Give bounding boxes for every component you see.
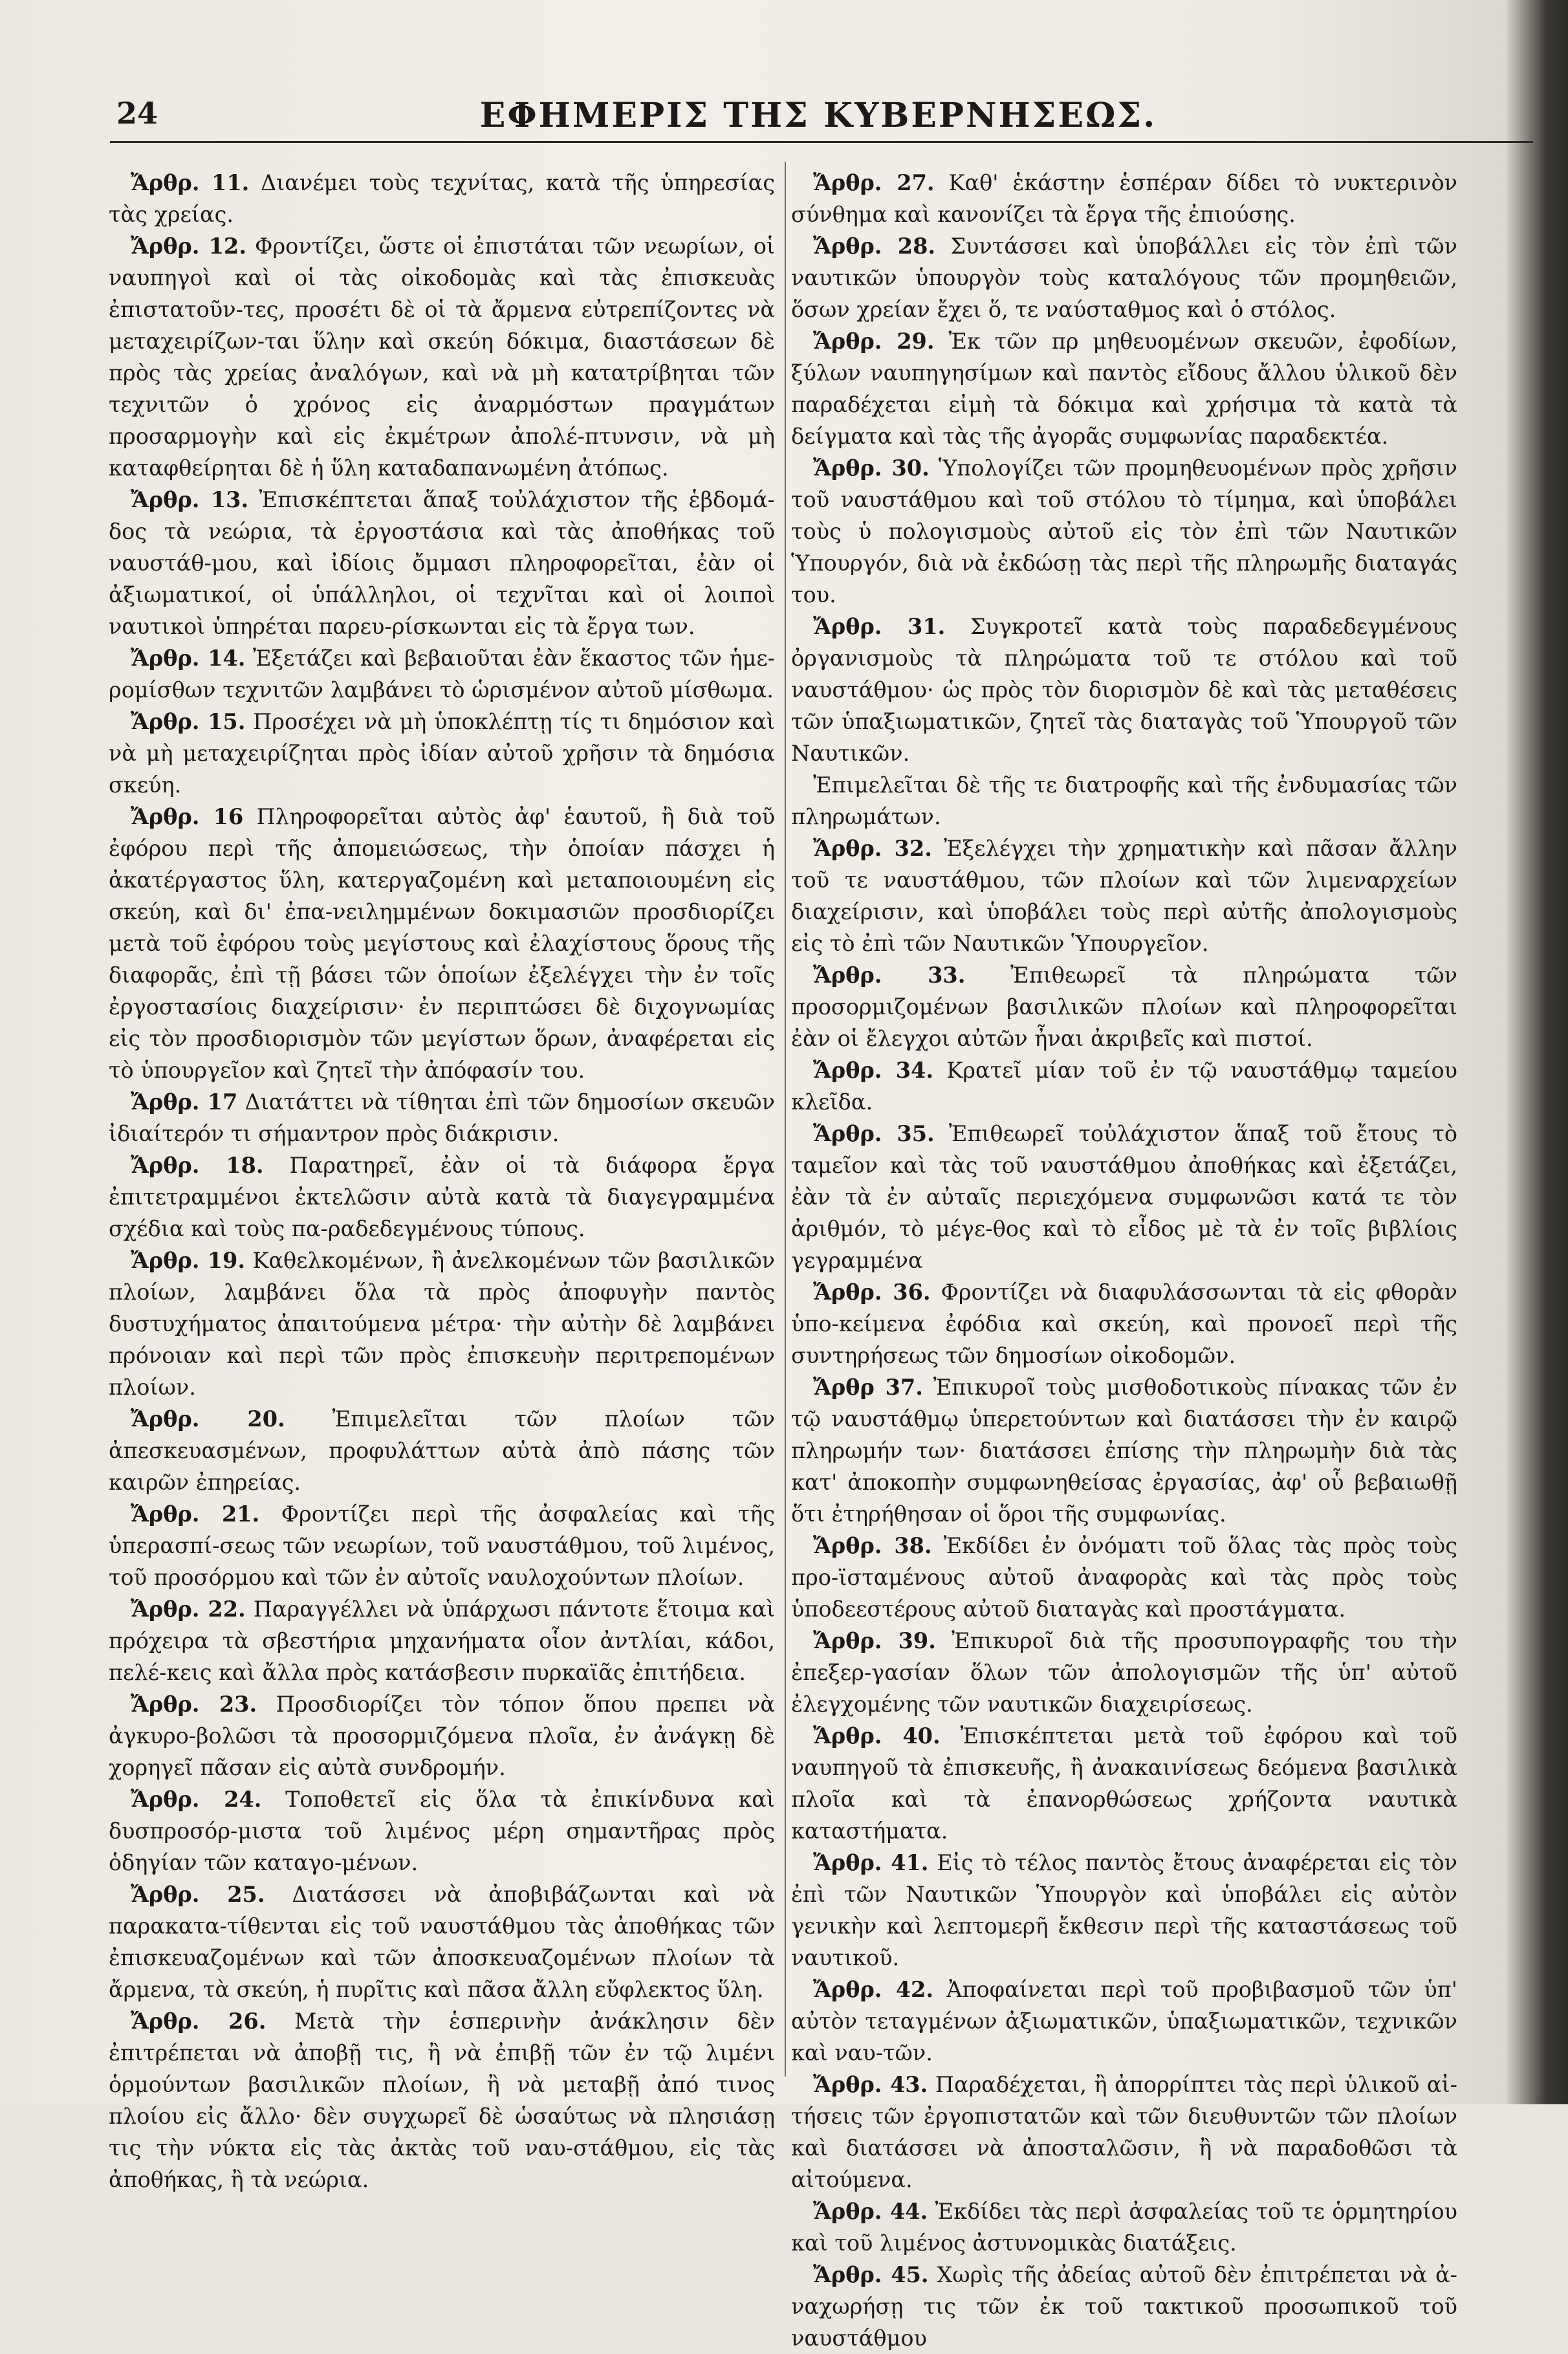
article-number: Ἄρθρ. 17 bbox=[131, 1089, 238, 1115]
article-number: Ἄρθρ. 33. bbox=[813, 963, 966, 988]
article-text: Ἐπιθεωρεῖ τοὐλάχιστον ἅπαξ τοῦ ἔτους τὸ ταμεῖον καὶ τὰς τοῦ ναυστάθμου ἀποθήκας καὶ ἐξετάζει, ἐὰν τὰ ἐν αὐταῖς περιεχόμενα συμφωνῶσι κατά τε τὸν ἀριθμόν, τὸ μέγε-θος καὶ τὸ εἶδος μὲ τὰ ἐν τοῖς βιβλίοις γεγραμμένα bbox=[791, 1121, 1457, 1273]
article-number: Ἄρθρ. 38. bbox=[813, 1533, 932, 1558]
article-number: Ἄρθρ. 23. bbox=[131, 1692, 257, 1717]
article-number: Ἄρθρ. 35. bbox=[813, 1121, 935, 1146]
article-number: Ἄρθρ. 25. bbox=[131, 1882, 265, 1907]
article-text: Χωρὶς τῆς ἀδείας αὐτοῦ δὲν ἐπιτρέπεται νὰ ἀ-ναχωρήσῃ τις τῶν ἐκ τοῦ τακτικοῦ προσωπικοῦ τοῦ ναυστάθμου bbox=[791, 2262, 1457, 2351]
article-paragraph bbox=[109, 1879, 775, 2005]
article-paragraph bbox=[109, 1783, 775, 1879]
article-text: Ἀποφαίνεται περὶ τοῦ προβιβασμοῦ τῶν ὑπ' αὐτὸν τεταγμένων ἀξιωματικῶν, ὑπαξιωματικῶν, τεχνικῶν καὶ ναυ-τῶν. bbox=[791, 1977, 1457, 2065]
article-text: Τοποθετεῖ εἰς ὅλα τὰ ἐπικίνδυνα καὶ δυσπροσόρ-μιστα τοῦ λιμένος μέρη σημαντῆρας πρὸς ὁδηγίαν τῶν καταγο-μένων. bbox=[109, 1787, 775, 1875]
article-paragraph bbox=[791, 167, 1457, 230]
article-number: Ἄρθρ. 14. bbox=[131, 646, 246, 671]
article-number: Ἄρθρ. 15. bbox=[131, 709, 246, 734]
article-text: Φροντίζει, ὥστε οἱ ἐπιστάται τῶν νεωρίων, οἱ ναυπηγοὶ καὶ οἱ τὰς οἰκοδομὰς καὶ τὰς ἐπισκευὰς ἐπιστατοῦν-τες, προσέτι δὲ οἱ τὰ ἄρμενα εὐτρεπίζοντες νὰ μεταχειρίζων-ται ὕλην καὶ σκεύη δόκιμα, διαστάσεων δὲ πρὸς τὰς χρείας ἀναλόγων, καὶ νὰ μὴ κατατρίβηται τῶν τεχνιτῶν ὁ χρόνος εἰς ἀναρμόστων πραγμάτων προσαρμογὴν καὶ εἰς ἐκμέτρων ἀπολέ-πτυνσιν, νὰ μὴ καταφθείρηται δὲ ἡ ὕλη καταδαπανωμένη ἀτόπως. bbox=[109, 234, 775, 481]
article-text: Προσδιορίζει τὸν τόπον ὅπου πρεπει νὰ ἀγκυρο-βολῶσι τὰ προσορμιζόμενα πλοῖα, ἐν ἀνάγκῃ δὲ χορηγεῖ πᾶσαν εἰς αὐτὰ συνδρομήν. bbox=[109, 1692, 775, 1780]
article-text: Προσέχει νὰ μὴ ὑποκλέπτῃ τίς τι δημόσιον καὶ νὰ μὴ μεταχειρίζηται πρὸς ἰδίαν αὐτοῦ χρῆσιν τὰ δημόσια σκεύη. bbox=[109, 709, 775, 798]
article-text: Εἰς τὸ τέλος παντὸς ἔτους ἀναφέρεται εἰς τὸν ἐπὶ τῶν Ναυτικῶν Ὑπουργὸν καὶ ὑποβάλει εἰς αὐτὸν γενικὴν καὶ λεπτομερῆ ἔκθεσιν περὶ τῆς καταστάσεως τοῦ ναυτικοῦ. bbox=[791, 1850, 1457, 1970]
article-number: Ἄρθρ. 18. bbox=[131, 1153, 264, 1178]
article-paragraph bbox=[791, 1054, 1457, 1118]
article-number: Ἄρθρ 37. bbox=[813, 1375, 923, 1400]
article-text: Κρατεῖ μίαν τοῦ ἐν τῷ ναυστάθμῳ ταμείου κλεῖδα. bbox=[791, 1058, 1457, 1115]
article-number: Ἄρθρ. 21. bbox=[131, 1501, 260, 1527]
article-paragraph bbox=[791, 1371, 1457, 1530]
article-text: Συγκροτεῖ κατὰ τοὺς παραδεδεγμένους ὀργανισμοὺς τὰ πληρώματα τοῦ τε στόλου καὶ τοῦ ναυστάθμου· ὡς πρὸς τὸν διορισμὸν δὲ καὶ τὰς μεταθέσεις τῶν ὑπαξιωματικῶν, ζητεῖ τὰς διαταγὰς τοῦ Ὑπουργοῦ τῶν Ναυτικῶν. bbox=[791, 614, 1457, 766]
article-number: Ἄρθρ. 19. bbox=[131, 1248, 246, 1273]
article-paragraph bbox=[109, 1593, 775, 1688]
article-number: Ἄρθρ. 28. bbox=[813, 234, 936, 259]
article-number: Ἄρθρ. 16 bbox=[131, 804, 244, 829]
article-paragraph bbox=[109, 1086, 775, 1150]
article-text: Φροντίζει περὶ τῆς ἀσφαλείας καὶ τῆς ὑπερασπί-σεως τῶν νεωρίων, τοῦ ναυστάθμου, τοῦ λιμένος, τοῦ προσόρμου καὶ τῶν ἐν αὐτοῖς ναυλοχούντων πλοίων. bbox=[109, 1501, 775, 1590]
article-paragraph bbox=[109, 484, 775, 642]
article-paragraph bbox=[791, 1276, 1457, 1371]
article-number: Ἄρθρ. 45. bbox=[813, 2262, 929, 2287]
article-number: Ἄρθρ. 22. bbox=[131, 1597, 246, 1622]
article-paragraph bbox=[791, 1974, 1457, 2069]
article-paragraph bbox=[109, 801, 775, 1086]
article-paragraph bbox=[791, 1625, 1457, 1720]
article-text: Μετὰ τὴν ἑσπερινὴν ἀνάκλησιν δὲν ἐπιτρέπεται νὰ ἀποβῇ τις, ἢ νὰ ἐπιβῇ τῶν ἐν τῷ λιμένι ὁρμούντων βασιλικῶν πλοίων, ἢ νὰ μεταβῇ ἀπό τινος πλοίου εἰς ἄλλο· δὲν συγχωρεῖ δὲ ὡσαύτως νὰ πλησιάσῃ τις τὴν νύκτα εἰς τὰς ἀκτὰς τοῦ ναυ-στάθμου, εἰς τὰς ἀποθήκας, ἢ τὰ νεώρια. bbox=[109, 2009, 775, 2192]
article-number: Ἄρθρ. 24. bbox=[131, 1787, 262, 1812]
article-paragraph bbox=[791, 2069, 1457, 2196]
article-paragraph bbox=[791, 1720, 1457, 1847]
article-text: Διανέμει τοὺς τεχνίτας, κατὰ τῆς ὑπηρεσίας τὰς χρείας. bbox=[109, 170, 775, 227]
article-text: Ἐκδίδει τὰς περὶ ἀσφαλείας τοῦ τε ὁρμητηρίου καὶ τοῦ λιμένος ἀστυνομικὰς διατάξεις. bbox=[791, 2199, 1457, 2256]
article-paragraph bbox=[109, 230, 775, 484]
journal-title: ΕΦΗΜΕΡΙΣ ΤΗΣ ΚΥΒΕΡΝΗΣΕΩΣ. bbox=[479, 96, 1157, 135]
article-paragraph bbox=[109, 1245, 775, 1403]
article-paragraph bbox=[791, 1118, 1457, 1276]
article-paragraph bbox=[791, 230, 1457, 325]
article-number: Ἄρθρ. 29. bbox=[813, 329, 935, 354]
article-number: Ἄρθρ. 36. bbox=[813, 1280, 931, 1305]
article-number: Ἄρθρ. 12. bbox=[131, 234, 246, 259]
article-text: Ἐπιμελεῖται δὲ τῆς τε διατροφῆς καὶ τῆς ἐνδυμασίας τῶν πληρωμάτων. bbox=[791, 772, 1457, 829]
article-number: Ἄρθρ. 42. bbox=[813, 1977, 934, 2002]
article-paragraph bbox=[109, 1403, 775, 1498]
article-number: Ἄρθρ. 20. bbox=[131, 1406, 285, 1432]
article-paragraph bbox=[791, 959, 1457, 1054]
article-paragraph bbox=[791, 1530, 1457, 1625]
article-paragraph bbox=[109, 706, 775, 801]
article-number: Ἄρθρ. 11. bbox=[131, 170, 250, 195]
article-number: Ἄρθρ. 34. bbox=[813, 1058, 933, 1083]
article-paragraph bbox=[109, 1150, 775, 1245]
article-text: Ἐκδίδει ἐν ὀνόματι τοῦ ὅλας τὰς πρὸς τοὺς προ-ϊσταμένους αὐτοῦ ἀναφορὰς καὶ τὰς πρὸς τοὺς ὑποδεεστέρους αὐτοῦ διαταγὰς καὶ προστάγματα. bbox=[791, 1533, 1457, 1622]
article-paragraph bbox=[109, 2005, 775, 2196]
article-paragraph bbox=[791, 769, 1457, 833]
column-divider bbox=[785, 162, 786, 2076]
article-paragraph bbox=[109, 642, 775, 706]
article-number: Ἄρθρ. 39. bbox=[813, 1628, 936, 1653]
article-paragraph bbox=[109, 1688, 775, 1783]
article-text: Διατάσσει νὰ ἀποβιβάζωνται καὶ νὰ παρακατα-τίθενται εἰς τοῦ ναυστάθμου τὰς ἀποθήκας τῶν ἐπισκευαζομένων καὶ τῶν ἀποσκευαζομένων πλοίων τὰ ἄρμενα, τὰ σκεύη, ἡ πυρῖτις καὶ πᾶσα ἄλλη εὔφλεκτος ὕλη. bbox=[109, 1882, 775, 2002]
article-number: Ἄρθρ. 32. bbox=[813, 836, 932, 861]
article-text: Ἐπισκέπτεται μετὰ τοῦ ἐφόρου καὶ τοῦ ναυπηγοῦ τὰ ἐπισκευῆς, ἢ ἀνακαινίσεως δεόμενα βασιλικὰ πλοῖα καὶ τὰ ἐπανορθώσεως χρήζοντα ναυτικὰ καταστήματα. bbox=[791, 1723, 1457, 1844]
article-number: Ἄρθρ. 26. bbox=[131, 2009, 267, 2034]
article-number: Ἄρθρ. 44. bbox=[813, 2199, 928, 2224]
article-paragraph bbox=[791, 2196, 1457, 2259]
article-text: Συντάσσει καὶ ὑποβάλλει εἰς τὸν ἐπὶ τῶν ναυτικῶν ὑπουργὸν τοὺς καταλόγους τῶν προμηθειῶν, ὅσων χρείαν ἔχει ὅ, τε ναύσταθμος καὶ ὁ στόλος. bbox=[791, 234, 1457, 322]
article-text: Ἐπισκέπτεται ἅπαξ τοὐλάχιστον τῆς ἑβδομά-δος τὰ νεώρια, τὰ ἐργοστάσια καὶ τὰς ἀποθήκας τοῦ ναυστάθ-μου, καὶ ἰδίοις ὄμμασι πληροφορεῖται, ἐὰν οἱ ἀξιωματικοί, οἱ ὑπάλληλοι, οἱ τεχνῖται καὶ οἱ λοιποὶ ναυτικοὶ ὑπηρέται παρευ-ρίσκωνται εἰς τὰ ἔργα των. bbox=[109, 487, 775, 639]
article-text: Ἐξελέγχει τὴν χρηματικὴν καὶ πᾶσαν ἄλλην τοῦ τε ναυστάθμου, τῶν πλοίων καὶ τῶν λιμεναρχείων διαχείρισιν, καὶ ὑποβάλει τοὺς περὶ αὐτῆς ἀπολογισμοὺς εἰς τὸ ἐπὶ τῶν Ναυτικῶν Ὑπουργεῖον. bbox=[791, 836, 1457, 956]
article-number: Ἄρθρ. 27. bbox=[813, 170, 935, 195]
page-number: 24 bbox=[116, 96, 158, 131]
article-text: Ὑπολογίζει τῶν προμηθευομένων πρὸς χρῆσιν τοῦ ναυστάθμου καὶ τοῦ στόλου τὸ τίμημα, καὶ ὑποβάλει τοὺς ὑ πολογισμοὺς αὐτοῦ εἰς τὸν ἐπὶ τῶν Ναυτικῶν Ὑπουργόν, διὰ νὰ ἐκδώσῃ τὰς περὶ τῆς πληρωμῆς διαταγάς του. bbox=[791, 455, 1457, 607]
article-number: Ἄρθρ. 31. bbox=[813, 614, 946, 639]
article-text: Καθελκομένων, ἢ ἀνελκομένων τῶν βασιλικῶν πλοίων, λαμβάνει ὅλα τὰ πρὸς ἀποφυγὴν παντὸς δυστυχήματος ἀπαιτούμενα μέτρα· τὴν αὐτὴν δὲ λαμβάνει πρόνοιαν καὶ περὶ τῶν πρὸς ἐπισκευὴν περιτρεπομένων πλοίων. bbox=[109, 1248, 775, 1400]
article-text: Πληροφορεῖται αὐτὸς ἀφ' ἑαυτοῦ, ἢ διὰ τοῦ ἐφόρου περὶ τῆς ἀπομειώσεως, τὴν ὁποίαν πάσχει ἡ ἀκατέργαστος ὕλη, κατεργαζομένη καὶ μεταποιουμένη εἰς σκεύη, καὶ δι' ἐπα-νειλημμένων δοκιμασιῶν προσδιορίζει μετὰ τοῦ ἐφόρου τοὺς μεγίστους καὶ ἐλαχίστους ὅρους τῆς διαφορᾶς, ἐπὶ τῇ βάσει τῶν ὁποίων ἐξελέγχει τὴν ἐν τοῖς ἐργοστασίοις διαχείρισιν· ἐν περιπτώσει δὲ διχογνωμίας εἰς τὸν προσδιορισμὸν τῶν μεγίστων ὅρων, ἀναφέρεται εἰς τὸ ὑπουργεῖον καὶ ζητεῖ τὴν ἀπόφασίν του. bbox=[109, 804, 775, 1083]
article-paragraph bbox=[791, 325, 1457, 452]
right-column bbox=[791, 167, 1457, 2354]
article-paragraph bbox=[791, 833, 1457, 959]
article-paragraph bbox=[791, 611, 1457, 769]
article-text: Παραδέχεται, ἢ ἀπορρίπτει τὰς περὶ ὑλικοῦ αἰ-τήσεις τῶν ἐργοπιστατῶν καὶ τῶν διευθυντῶν τῶν πλοίων καὶ διατάσσει νὰ ἀποσταλῶσιν, ἢ νὰ παραδοθῶσι τὰ αἰτούμενα. bbox=[791, 2072, 1458, 2192]
article-text: Ἐκ τῶν πρ μηθευομένων σκευῶν, ἐφοδίων, ξύλων ναυπηγησίμων καὶ παντὸς εἴδους ἄλλου ὑλικοῦ δὲν παραδέχεται εἰμὴ τὰ δόκιμα καὶ χρήσιμα τὰ κατὰ τὰ δείγματα καὶ τὰς τῆς ἀγορᾶς συμφωνίας παραδεκτέα. bbox=[791, 329, 1457, 449]
article-text: Διατάττει νὰ τίθηται ἐπὶ τῶν δημοσίων σκευῶν ἰδιαίτερόν τι σήμαντρον πρὸς διάκρισιν. bbox=[109, 1089, 775, 1146]
article-number: Ἄρθρ. 13. bbox=[131, 487, 249, 512]
left-column bbox=[109, 167, 775, 2196]
header-rule bbox=[110, 141, 1533, 143]
article-text: Παραγγέλλει νὰ ὑπάρχωσι πάντοτε ἕτοιμα καὶ πρόχειρα τὰ σβεστήρια μηχανήματα οἷον ἀντλίαι, κάδοι, πελέ-κεις καὶ ἄλλα πρὸς κατάσβεσιν πυρκαϊᾶς ἐπιτήδεια. bbox=[109, 1597, 775, 1685]
article-number: Ἄρθρ. 41. bbox=[813, 1850, 929, 1875]
article-text: Ἐπιμελεῖται τῶν πλοίων τῶν ἀπεσκευασμένων, προφυλάττων αὐτὰ ἀπὸ πάσης τῶν καιρῶν ἐπηρείας. bbox=[109, 1406, 775, 1495]
article-paragraph bbox=[109, 167, 775, 230]
article-paragraph bbox=[791, 1847, 1457, 1974]
article-number: Ἄρθρ. 40. bbox=[813, 1723, 941, 1749]
article-text: Καθ' ἑκάστην ἑσπέραν δίδει τὸ νυκτερινὸν σύνθημα καὶ κανονίζει τὰ ἔργα τῆς ἐπιούσης. bbox=[791, 170, 1457, 227]
article-paragraph bbox=[791, 2259, 1457, 2354]
article-text: Ἐπικυροῖ τοὺς μισθοδοτικοὺς πίνακας τῶν ἐν τῷ ναυστάθμῳ ὑπερετούντων καὶ διατάσσει τὴν ἐν καιρῷ πληρωμήν των· διατάσσει ἐπίσης τὴν πληρωμὴν διὰ τὰς κατ' ἀποκοπὴν συμφωνηθείσας ἐργασίας, ἀφ' οὗ βεβαιωθῇ ὅτι ἐτηρήθησαν οἱ ὅροι τῆς συμφωνίας. bbox=[791, 1375, 1457, 1527]
page-header bbox=[116, 91, 1520, 142]
article-number: Ἄρθρ. 30. bbox=[813, 455, 930, 481]
article-paragraph bbox=[109, 1498, 775, 1593]
article-text: Φροντίζει νὰ διαφυλάσσωνται τὰ εἰς φθορὰν ὑπο-κείμενα ἐφόδια καὶ σκεύη, καὶ προνοεῖ περὶ τῆς συντηρήσεως τῶν δημοσίων οἰκοδομῶν. bbox=[791, 1280, 1457, 1368]
article-text: Ἐξετάζει καὶ βεβαιοῦται ἐὰν ἕκαστος τῶν ἡμε-ρομίσθων τεχνιτῶν λαμβάνει τὸ ὡρισμένον αὐτοῦ μίσθωμα. bbox=[109, 646, 776, 703]
article-text: Ἐπικυροῖ διὰ τῆς προσυπογραφῆς του τὴν ἐπεξερ-γασίαν ὅλων τῶν ἀπολογισμῶν τῆς ὑπ' αὐτοῦ ἐλεγχομένης τῶν ναυτικῶν διαχειρίσεως. bbox=[791, 1628, 1457, 1717]
article-text: Παρατηρεῖ, ἐὰν οἱ τὰ διάφορα ἔργα ἐπιτετραμμένοι ἐκτελῶσιν αὐτὰ κατὰ τὰ διαγεγραμμένα σχέδια καὶ τοὺς πα-ραδεδεγμένους τύπους. bbox=[109, 1153, 775, 1241]
article-number: Ἄρθρ. 43. bbox=[813, 2072, 928, 2097]
article-paragraph bbox=[791, 452, 1457, 611]
article-text: Ἐπιθεωρεῖ τὰ πληρώματα τῶν προσορμιζομένων βασιλικῶν πλοίων καὶ πληροφορεῖται ἐὰν οἱ ἔλεγχοι αὐτῶν ἦναι ἀκριβεῖς καὶ πιστοί. bbox=[791, 963, 1457, 1051]
